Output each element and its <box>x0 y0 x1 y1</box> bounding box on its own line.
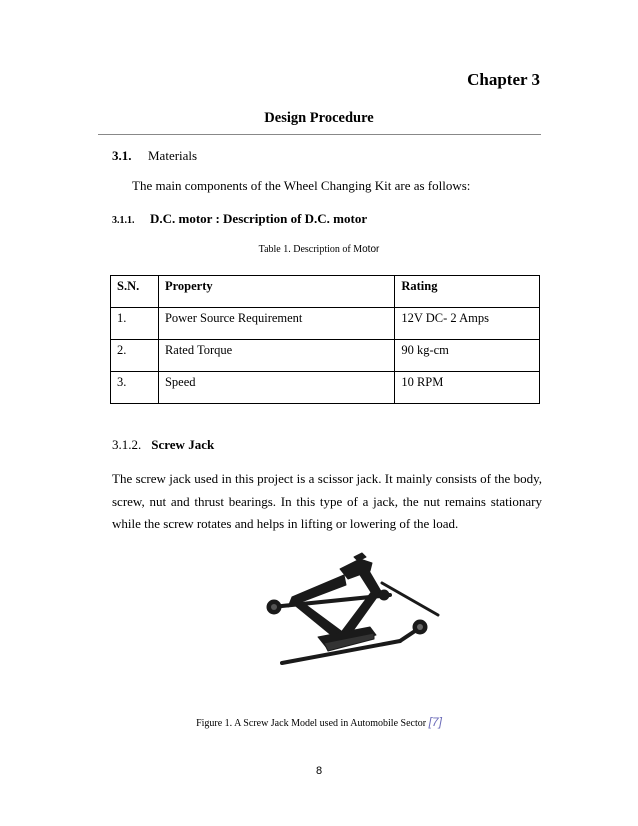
table-caption-suffix: otor <box>362 244 380 255</box>
section-3-1 <box>112 148 197 164</box>
page-title: Design Procedure <box>264 110 374 126</box>
header-property: Property <box>158 276 394 308</box>
table-row <box>111 340 540 372</box>
header-rating: Rating <box>395 276 540 308</box>
cell-sn: 2. <box>111 340 159 372</box>
cell-property: Power Source Requirement <box>158 308 394 340</box>
chapter-heading: Chapter 3 <box>467 70 540 89</box>
cell-rating: 12V DC- 2 Amps <box>395 308 540 340</box>
section-number: 3.1.2. <box>112 437 142 452</box>
citation-reference: [7] <box>428 715 442 729</box>
header-sn: S.N. <box>111 276 159 308</box>
cell-sn: 3. <box>111 372 159 404</box>
figure-caption <box>0 715 638 729</box>
page-number: 8 <box>315 765 323 777</box>
cell-property: Rated Torque <box>158 340 394 372</box>
cell-sn: 1. <box>111 308 159 340</box>
section-number: 3.1. <box>112 148 132 163</box>
screw-jack-image <box>252 547 452 669</box>
cell-rating: 90 kg-cm <box>395 340 540 372</box>
section-3-1-2 <box>112 437 214 453</box>
motor-table <box>110 275 540 404</box>
section-title: Screw Jack <box>151 437 215 452</box>
divider <box>98 134 541 135</box>
cell-rating: 10 RPM <box>395 372 540 404</box>
figure-caption-text: Figure 1. A Screw Jack Model used in Automobile Sector <box>196 718 429 729</box>
section-title: D.C. motor : Description of D.C. motor <box>150 211 368 226</box>
table-row <box>111 308 540 340</box>
cell-property: Speed <box>158 372 394 404</box>
intro-text: The main components of the Wheel Changing Kit are as follows: <box>132 178 471 193</box>
table-row <box>111 372 540 404</box>
section-title: Materials <box>148 148 198 163</box>
section-3-1-1 <box>112 211 367 227</box>
table-caption-prefix: Table 1. Description of M <box>258 244 363 255</box>
section-number: 3.1.1. <box>112 215 135 226</box>
table-caption <box>0 244 638 255</box>
table-header-row <box>111 276 540 308</box>
body-paragraph: The screw jack used in this project is a scissor jack. It mainly consists of the body, screw, nut and thrust bearings. In this type of a jack, the nut remains stationary while the screw rotates and helps in lifting or lowering of the load. <box>112 471 542 531</box>
